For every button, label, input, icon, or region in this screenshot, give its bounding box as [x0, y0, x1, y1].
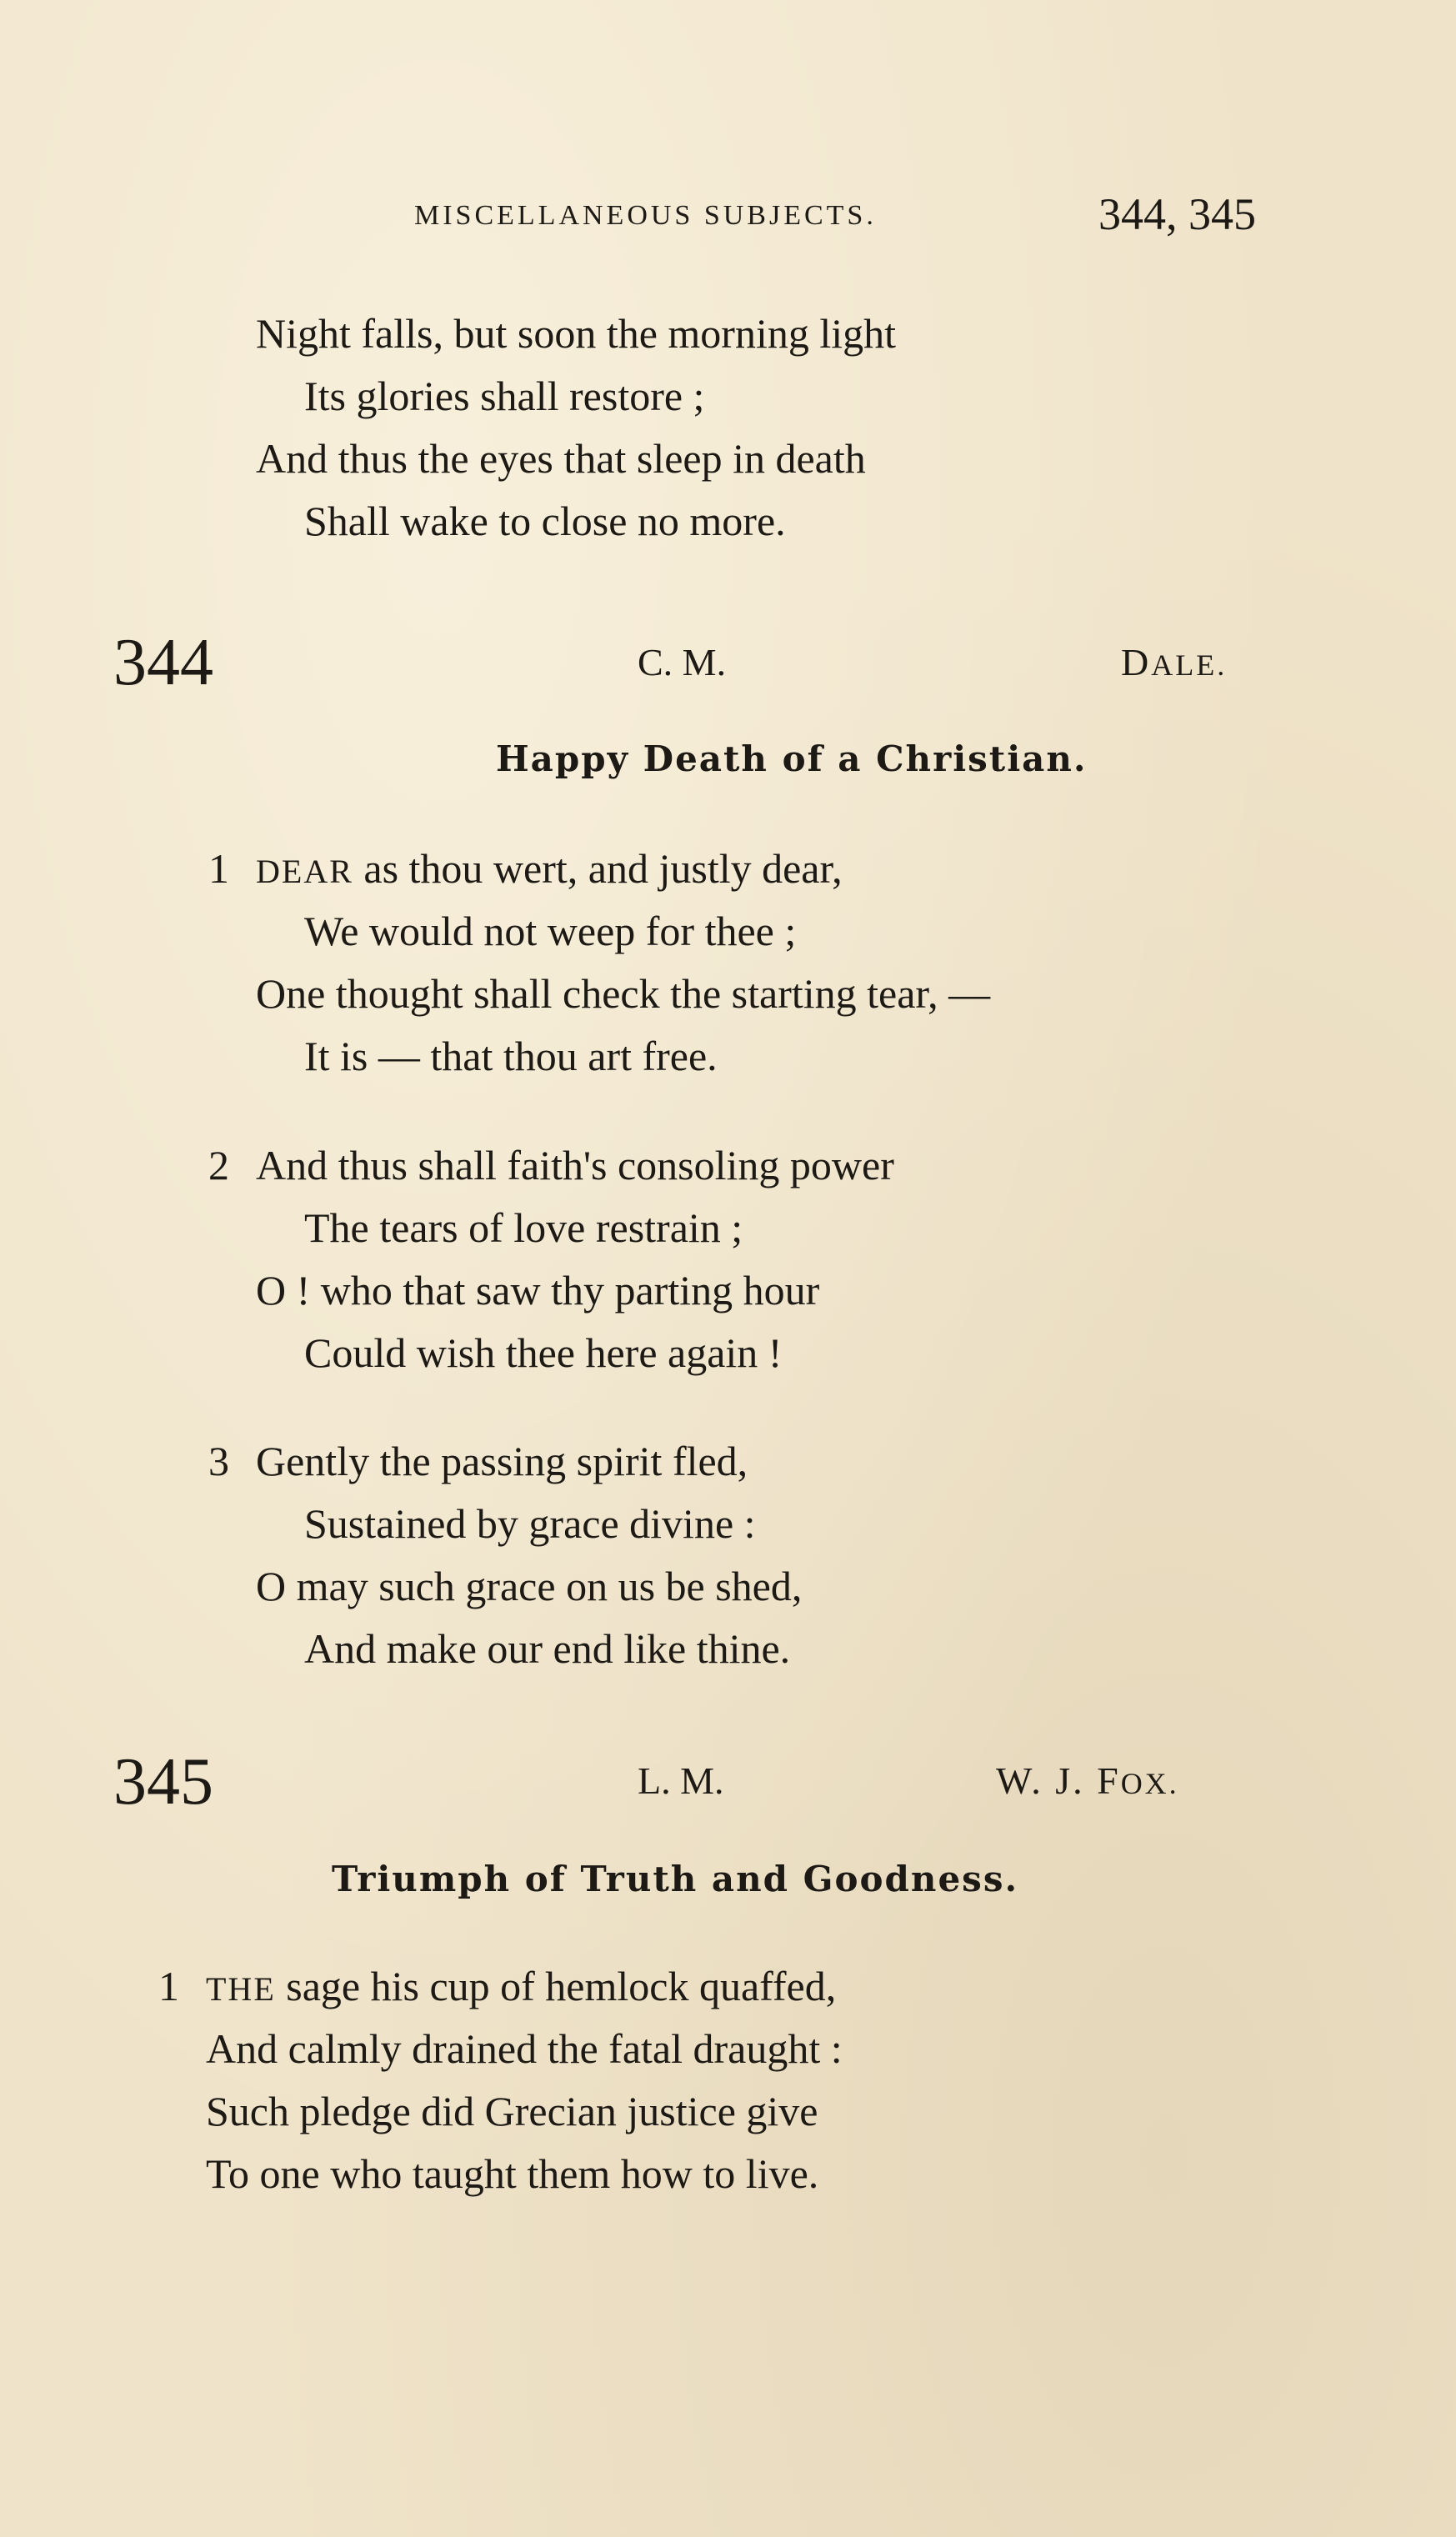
hymn-meter: L. M.: [638, 1759, 724, 1802]
first-line-rest: as thou wert, and justly dear,: [353, 845, 843, 892]
verse-line: Such pledge did Grecian justice give: [206, 2088, 818, 2134]
page-number: 344, 345: [1098, 189, 1256, 239]
verse-line: Night falls, but soon the morning light: [256, 310, 897, 357]
verse-line: Sustained by grace divine :: [304, 1500, 756, 1547]
verse-line: And thus the eyes that sleep in death: [256, 435, 866, 482]
verse-line: Could wish thee here again !: [304, 1329, 783, 1376]
hymn-title: Happy Death of a Christian.: [496, 738, 1088, 779]
verse-line: [206, 1961, 836, 2014]
verse-line: And calmly drained the fatal draught :: [206, 2025, 843, 2072]
verse-line: O ! who that saw thy parting hour: [256, 1267, 820, 1314]
verse-line: It is — that thou art free.: [304, 1033, 718, 1079]
stanza-number: 3: [208, 1438, 229, 1484]
verse-line: And thus shall faith's consoling power: [256, 1142, 894, 1188]
verse-line: Shall wake to close no more.: [304, 498, 786, 544]
stanza-number: 2: [208, 1142, 229, 1188]
verse-line: Gently the passing spirit fled,: [256, 1438, 748, 1484]
verse-line: O may such grace on us be shed,: [256, 1563, 803, 1609]
stanza-number: 1: [208, 845, 229, 892]
verse-line: One thought shall check the starting tear, —: [256, 970, 991, 1017]
verse-line: To one who taught them how to live.: [206, 2150, 819, 2197]
hymn-number: 345: [113, 1745, 213, 1819]
composer-rest: OX.: [1120, 1767, 1179, 1800]
composer-initial: D: [1121, 641, 1152, 683]
hymn-composer: [1121, 640, 1227, 684]
hymn-title: Triumph of Truth and Goodness.: [332, 1859, 1019, 1899]
first-line-rest: sage his cup of hemlock quaffed,: [275, 1963, 837, 2009]
verse-line: Its glories shall restore ;: [304, 373, 705, 419]
stanza-number: 1: [158, 1963, 179, 2009]
first-word: DEAR: [256, 853, 353, 890]
composer-rest: ALE.: [1151, 648, 1228, 682]
hymn-meter: C. M.: [638, 641, 727, 683]
running-head: MISCELLANEOUS SUBJECTS.: [414, 200, 877, 231]
first-word: THE: [206, 1970, 276, 2008]
verse-line: And make our end like thine.: [304, 1625, 791, 1672]
hymn-number: 344: [113, 626, 213, 699]
verse-line: [256, 843, 843, 897]
composer-initial: W. J. F: [996, 1759, 1121, 1802]
verse-line: The tears of love restrain ;: [304, 1204, 743, 1251]
verse-line: We would not weep for thee ;: [304, 908, 797, 954]
hymn-composer: [996, 1759, 1179, 1803]
